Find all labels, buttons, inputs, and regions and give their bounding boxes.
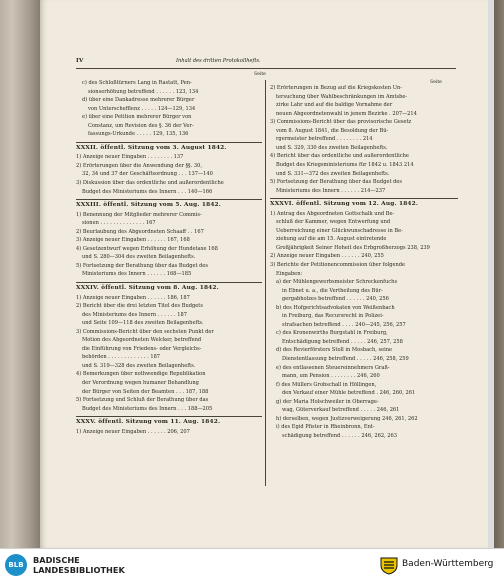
- bw-crest-icon: [379, 555, 399, 575]
- toc-line: Budget des Ministeriums des Innern . . . 140—166: [82, 188, 213, 195]
- toc-line: 32, 34 und 37 der Geschäftsordnung . . . 137—140: [82, 171, 213, 178]
- toc-line: 3) Commissions-Bericht über den sechsten Punkt der: [76, 328, 214, 335]
- session-heading: XXXII. öffentl. Sitzung vom 3. August 1842.: [76, 144, 227, 151]
- section-rule: [76, 282, 262, 283]
- toc-line: rgermeister betreffend . . . . . . . . 214: [276, 136, 373, 143]
- running-title: Inhalt des dritten Protokollhefts.: [176, 58, 261, 64]
- toc-line: den Verkauf einer Mühle betreffend . 246, 260, 261: [282, 390, 416, 397]
- toc-line: 1) Anzeige neuer Eingaben . . . . . . 186, 187: [76, 294, 190, 301]
- toc-line: Ministeriums des Innern . . . . . . 214—237: [276, 187, 386, 194]
- toc-line: 4) Gesetzentwurf wegen Erhöhung der Hundetaxe 168: [76, 245, 218, 252]
- session-heading: XXXIV. öffentl. Sitzung vom 8. Aug. 1842.: [76, 285, 219, 291]
- toc-line: 5) Fortsetzung und Schluß der Berathung über das: [76, 397, 209, 404]
- toc-line: Motion des Abgeordneten Welcker, betreffend: [82, 337, 202, 344]
- toc-line: der Bürger von Seiten der Beamten . . . 187, 188: [82, 388, 209, 395]
- toc-line: strafsachen betreffend . . . . 240—245, 256, 257: [282, 321, 406, 328]
- toc-line: 2) Beurlaubung des Abgeordneten Schaaff . . 167: [76, 228, 204, 235]
- toc-line: Budget des Kriegsministeriums für 1842 u. 1843 214: [276, 161, 414, 168]
- toc-line: 3) Anzeige neuer Eingaben . . . . . . 167, 168: [76, 237, 190, 244]
- seite-label-right: Seite: [430, 80, 442, 85]
- blb-name[interactable]: [33, 555, 153, 575]
- toc-line: Ministeriums des Innern . . . . . . 168—185: [82, 271, 192, 278]
- toc-line: sionen . . . . . . . . . . . . . . 167: [82, 220, 156, 227]
- section-rule: [76, 416, 262, 417]
- toc-line: 1) Anzeige neuer Eingaben . . . . . . 206, 207: [76, 428, 190, 435]
- toc-line: 1) Benennung der Mitglieder mehrerer Commis-: [76, 211, 202, 218]
- toc-line: c) des Kronenwirths Burgstahl in Freiburg,: [276, 330, 388, 337]
- toc-line: 3) Diskussion über das ordentliche und außerordentliche: [76, 180, 224, 186]
- section-rule: [270, 198, 458, 199]
- toc-line: d) des Revierförsters Stoll in Mosbach, seine: [276, 347, 393, 354]
- toc-line: 1) Antrag des Abgeordneten Gottschalk und Be-: [270, 210, 395, 217]
- toc-line: a) der Mühlengewerbsmeister Schreckenfuchs: [276, 279, 398, 286]
- toc-line: gergabholzes betreffend . . . . . . 240, 256: [282, 296, 389, 303]
- toc-line: und Seite 109—118 des zweiten Beilagenhefts.: [82, 320, 204, 327]
- toc-line: c) des Schloßtürners Lang in Rastatt, Pen-: [82, 80, 192, 86]
- toc-line: und S. 331—372 des zweiten Beilagenhefts.: [276, 170, 390, 177]
- section-rule: [76, 142, 262, 143]
- toc-line: f) des Müllers Grobschall in Höllingen,: [276, 381, 377, 388]
- toc-line: behörden . . . . . . . . . . . . . 187: [82, 354, 161, 361]
- toc-line: Constanz, um Revision des §. 36 der Ver-: [88, 122, 194, 129]
- toc-line: 4) Bericht über das ordentliche und außerordentliche: [270, 153, 409, 160]
- toc-line: 1) Anzeige neuer Eingaben . . . . . . . . 137: [76, 154, 184, 161]
- toc-line: von Unterschefflenz . . . . . 124—129, 134: [88, 105, 196, 112]
- toc-line: g) der Maria Holschweiler in Oberrage-: [276, 398, 379, 405]
- scanned-page: [40, 0, 488, 548]
- blb-name-line2: LANDESBIBLIOTHEK: [33, 565, 125, 575]
- toc-line: Ueberreichung einer Glückwunschadresse in Be-: [276, 227, 403, 234]
- session-heading: XXXVI. öffentl. Sitzung vom 12. Aug. 1842.: [270, 201, 419, 208]
- toc-line: h) derselben, wegen Justizverweigerung 246, 261, 262: [276, 415, 418, 422]
- toc-line: wag, Güterverkauf betreffend . . . . . 246, 261: [282, 407, 400, 414]
- toc-line: in Ebnet u. a., die Vertheilung des Bür-: [282, 287, 383, 294]
- bw-name[interactable]: Baden-Württemberg: [402, 559, 494, 569]
- toc-line: und S. 329, 330 des zweiten Beilagenhefts.: [276, 144, 388, 151]
- toc-line: b) des Hofgerichtsadvokaten von Weißenbach: [276, 304, 395, 311]
- toc-line: e) über eine Petition mehrerer Bürger von: [82, 114, 192, 121]
- column-divider: [265, 80, 266, 486]
- toc-line: 5) Fortsetzung der Berathung über das Budget des: [76, 262, 209, 269]
- toc-line: sionserhöhung betreffend . . . . . . 123, 134: [88, 88, 199, 95]
- session-heading: XXXV. öffentl. Sitzung vom 11. Aug. 1842.: [76, 419, 221, 426]
- toc-line: tersuchung über Wahlbeschränkungen im Amtsbe-: [276, 93, 408, 100]
- toc-line: 5) Fortsetzung der Berathung über das Budget des: [270, 179, 403, 186]
- book-edge-right: [494, 0, 504, 548]
- toc-line: neuen Abgeordnetenwahl in jenem Bezirke . 207—214: [276, 110, 417, 117]
- toc-line: schädigung betreffend . . . . . . 246, 262, 263: [282, 432, 398, 439]
- toc-line: der Verordnung wegen humaner Behandlung: [82, 380, 199, 386]
- toc-line: des Ministeriums des Innern . . . . . . 187: [82, 311, 187, 318]
- toc-line: fassungs-Urkunde . . . . . 129, 135, 136: [88, 131, 189, 138]
- toc-line: zirke Lahr und auf die baldige Vornahme der: [276, 102, 393, 109]
- toc-line: 2) Bericht über die drei letzten Titel des Budgets: [76, 303, 203, 310]
- toc-line: 2) Erörterungen über die Anwendung der §§. 30,: [76, 162, 202, 169]
- toc-line: d) über eine Dankadresse mehrerer Bürger: [82, 97, 195, 104]
- section-rule: [76, 199, 262, 200]
- toc-line: 2) Erörterungen in Bezug auf die Kriegskosten Un-: [270, 85, 402, 91]
- toc-line: 4) Bemerkungen über nothwendige Republikation: [76, 371, 206, 378]
- book-spine-left: [0, 0, 40, 548]
- seite-label-left: Seite: [254, 72, 266, 77]
- toc-line: Großjährigkeit Seiner Hoheit des Erbgroßherzogs 238, 239: [276, 244, 430, 251]
- blb-logo[interactable]: BLB: [5, 554, 27, 576]
- toc-line: vom 8. August 1841, die Besoldung der Bü-: [276, 127, 389, 134]
- toc-line: i) des Egid Pfister in Rheinbronn, Ent-: [276, 424, 375, 431]
- toc-line: mann, um Pension . . . . . . . . 246, 260: [282, 373, 380, 380]
- toc-line: und S. 280—304 des zweiten Beilagenhefts.: [82, 254, 196, 261]
- toc-line: und S. 319—328 des zweiten Beilagenhefts.: [82, 362, 196, 369]
- toc-line: Budget des Ministeriums des Innern . . . 188—205: [82, 405, 213, 412]
- toc-line: e) des entlassenen Steuereinnehmers Graß-: [276, 364, 390, 371]
- toc-line: schluß der Kammer, wegen Entwerfung und: [276, 219, 391, 226]
- blb-name-line1: BADISCHE: [33, 555, 80, 565]
- toc-line: Eingaben:: [276, 270, 303, 277]
- header-rule: [76, 68, 456, 69]
- toc-line: 2) Anzeige neuer Eingaben . . . . . . 240, 255: [270, 253, 384, 260]
- page-number: IV: [76, 58, 84, 64]
- toc-line: Entschädigung betreffend . . . . . 246, 257, 258: [282, 338, 403, 345]
- toc-line: 3) Commissions-Bericht über das provisorische Gesetz: [270, 119, 412, 126]
- session-heading: XXXIII. öffentl. Sitzung vom 5. Aug. 1842.: [76, 202, 222, 209]
- toc-line: die Einführung von Friedens- oder Vergleichs-: [82, 345, 202, 352]
- toc-line: Dienstentlassung betreffend . . . . . 246, 258, 259: [282, 356, 409, 362]
- footer-bar: [0, 548, 504, 581]
- toc-line: ziehung auf die am 15. August eintretende: [276, 236, 387, 243]
- toc-line: 3) Berichte der Petitionencommission über folgende: [270, 261, 406, 268]
- toc-line: in Freiburg, das Recursrecht in Polizei-: [282, 313, 384, 320]
